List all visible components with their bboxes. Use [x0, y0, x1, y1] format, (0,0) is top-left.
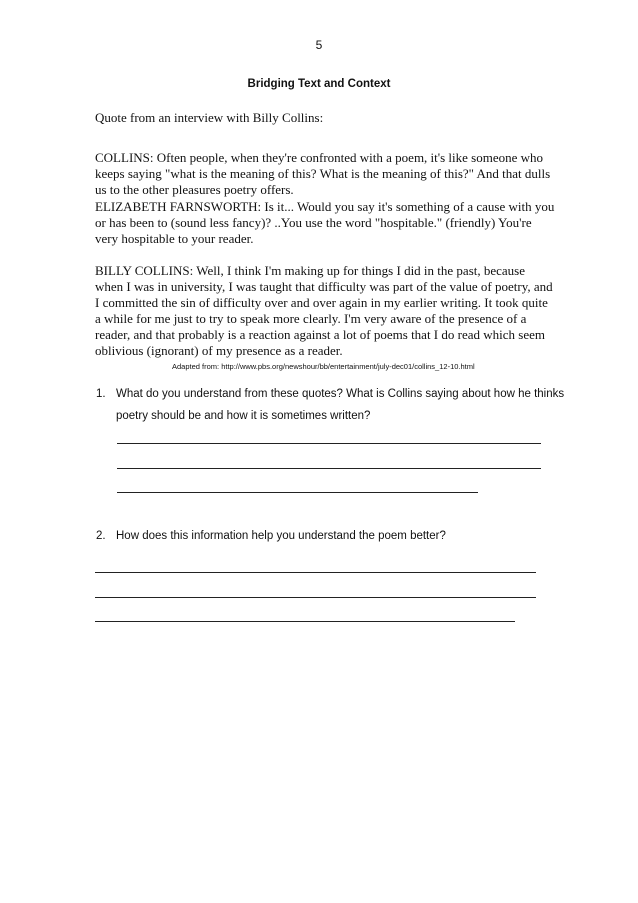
answer-line[interactable] [117, 443, 541, 444]
answer-line[interactable] [95, 597, 536, 598]
question-text-continued: poetry should be and how it is sometimes written? [116, 410, 371, 422]
question-text: How does this information help you understand the poem better? [116, 530, 446, 542]
page-title: Bridging Text and Context [247, 78, 391, 90]
answer-line[interactable] [117, 468, 541, 469]
quote-paragraph-collins: COLLINS: Often people, when they're confronted with a poem, it's like someone who keeps saying "what is the meaning of this? What is the meaning of this?" And that dulls us to the other pleasures poetry offers. [95, 150, 551, 197]
question-text: What do you understand from these quotes? What is Collins saying about how he thinks [116, 388, 565, 400]
quote-paragraph-billy-collins: BILLY COLLINS: Well, I think I'm making up for things I did in the past, because when I was in university, I was taught that difficulty was part of the value of poetry, and I committed the sin of difficulty over and over again in my earlier writing. It took quite a while for me just to try to speak more clearly. I'm very aware of the presence of a reader, and that probably is a reaction against a lot of poems that I do read which seem oblivious (ignorant) of my presence as a reader. [95, 263, 553, 358]
source-citation: Adapted from: http://www.pbs.org/newshour/bb/entertainment/july-dec01/collins_12-10.html [172, 362, 475, 371]
question-number: 2. [96, 530, 106, 542]
quote-paragraph-farnsworth: ELIZABETH FARNSWORTH: Is it... Would you say it's something of a cause with you or has been to (sound less fancy)? ..You use the word "hospitable." (friendly) You're very hospitable to your reader. [95, 199, 555, 246]
intro-text: Quote from an interview with Billy Collins: [95, 110, 324, 125]
answer-line[interactable] [95, 572, 536, 573]
answer-line[interactable] [117, 492, 478, 493]
page-number: 5 [315, 38, 323, 52]
question-number: 1. [96, 388, 106, 400]
answer-line[interactable] [95, 621, 515, 622]
